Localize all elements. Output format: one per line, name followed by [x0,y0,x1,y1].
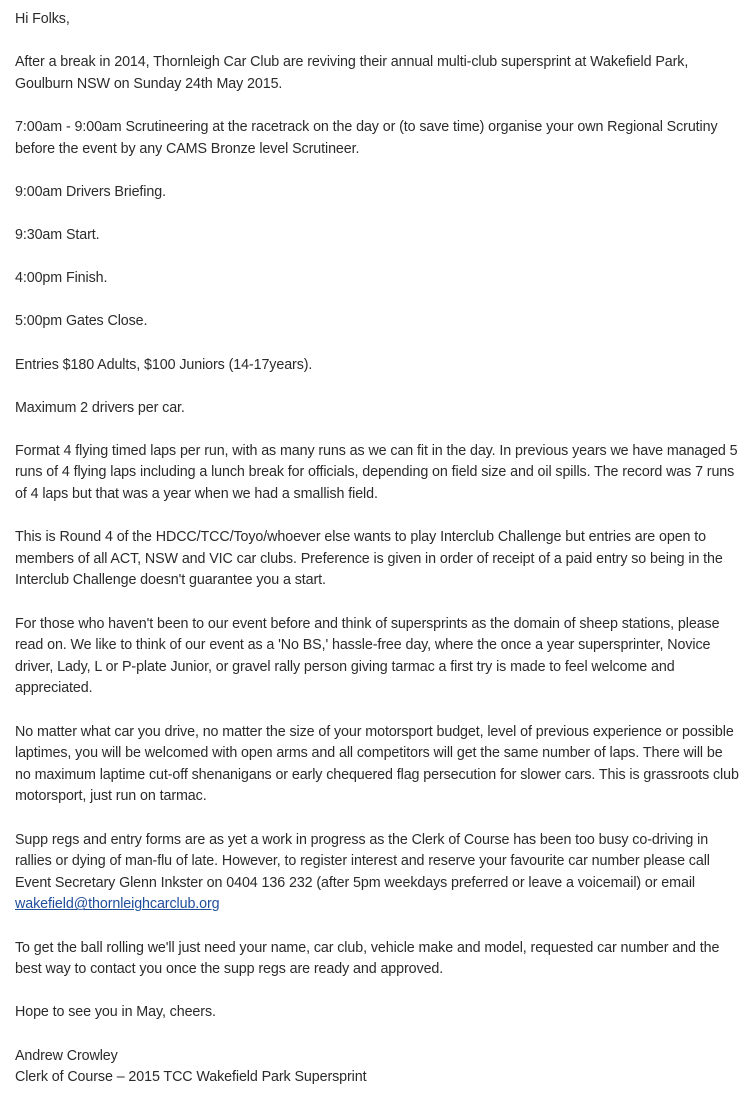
signature-block [15,1046,740,1089]
no-matter-paragraph: No matter what car you drive, no matter the size of your motorsport budget, level of previous experience or possible laptimes, you will be welcomed with open arms and all competitors will get the same number of laps. There will be no maximum laptime cut-off shenanigans or early chequered flag persecution for slower cars. This is grassroots club motorsport, just run on tarmac. [15,723,739,805]
entries-line: Entries $180 Adults, $100 Juniors (14-17years). [15,356,313,373]
signature-name: Andrew Crowley [15,1047,118,1064]
format-paragraph: Format 4 flying timed laps per run, with as many runs as we can fit in the day. In previous years we have managed 5 runs of 4 flying laps including a lunch break for officials, depending on field size and oil spills. The record was 7 runs of 4 laps but that was a year when we had a smallish field. [15,442,738,503]
round-info-paragraph: This is Round 4 of the HDCC/TCC/Toyo/whoever else wants to play Interclub Challenge but entries are open to members of all ACT, NSW and VIC car clubs. Preference is given in order of receipt of a paid entry so being in the Interclub Challenge doesn't guarantee you a start. [15,529,723,589]
email-link[interactable]: wakefield@thornleighcarclub.org [15,896,220,913]
briefing-line: 9:00am Drivers Briefing. [15,183,166,200]
signature-title: Clerk of Course – 2015 TCC Wakefield Park Supersprint [15,1069,367,1086]
ball-rolling-paragraph: To get the ball rolling we'll just need your name, car club, vehicle make and model, requested car number and the best way to contact you once the supp regs are ready and approved. [15,939,720,978]
supp-regs-paragraph [15,830,740,916]
gates-close-line: 5:00pm Gates Close. [15,313,148,330]
greeting: Hi Folks, [15,11,70,27]
welcome-paragraph: For those who haven't been to our event before and think of supersprints as the domain of sheep stations, please read on. We like to think of our event as a 'No BS,' hassle-free day, where the once a year supersprinter, Novice driver, Lady, L or P-plate Junior, or gravel rally person giving tarmac a first try is made to feel welcome and appreciated. [15,615,720,697]
intro-paragraph: After a break in 2014, Thornleigh Car Club are reviving their annual multi-club supersprint at Wakefield Park, Goulburn NSW on Sunday 24th May 2015. [15,54,689,92]
max-drivers-line: Maximum 2 drivers per car. [15,399,185,416]
closing-line: Hope to see you in May, cheers. [15,1004,216,1021]
finish-line: 4:00pm Finish. [15,270,108,287]
scrutineering-paragraph: 7:00am - 9:00am Scrutineering at the racetrack on the day or (to save time) organise your own Regional Scrutiny before the event by any CAMS Bronze level Scrutineer. [15,118,718,157]
start-line: 9:30am Start. [15,226,100,243]
supp-regs-text: Supp regs and entry forms are as yet a work in progress as the Clerk of Course has been too busy co-driving in rallies or dying of man-flu of late. However, to register interest and reserve your favourite car number please call Event Secretary Glenn Inkster on 0404 136 232 (after 5pm weekdays preferred or leave a voicemail) or email [15,831,710,891]
